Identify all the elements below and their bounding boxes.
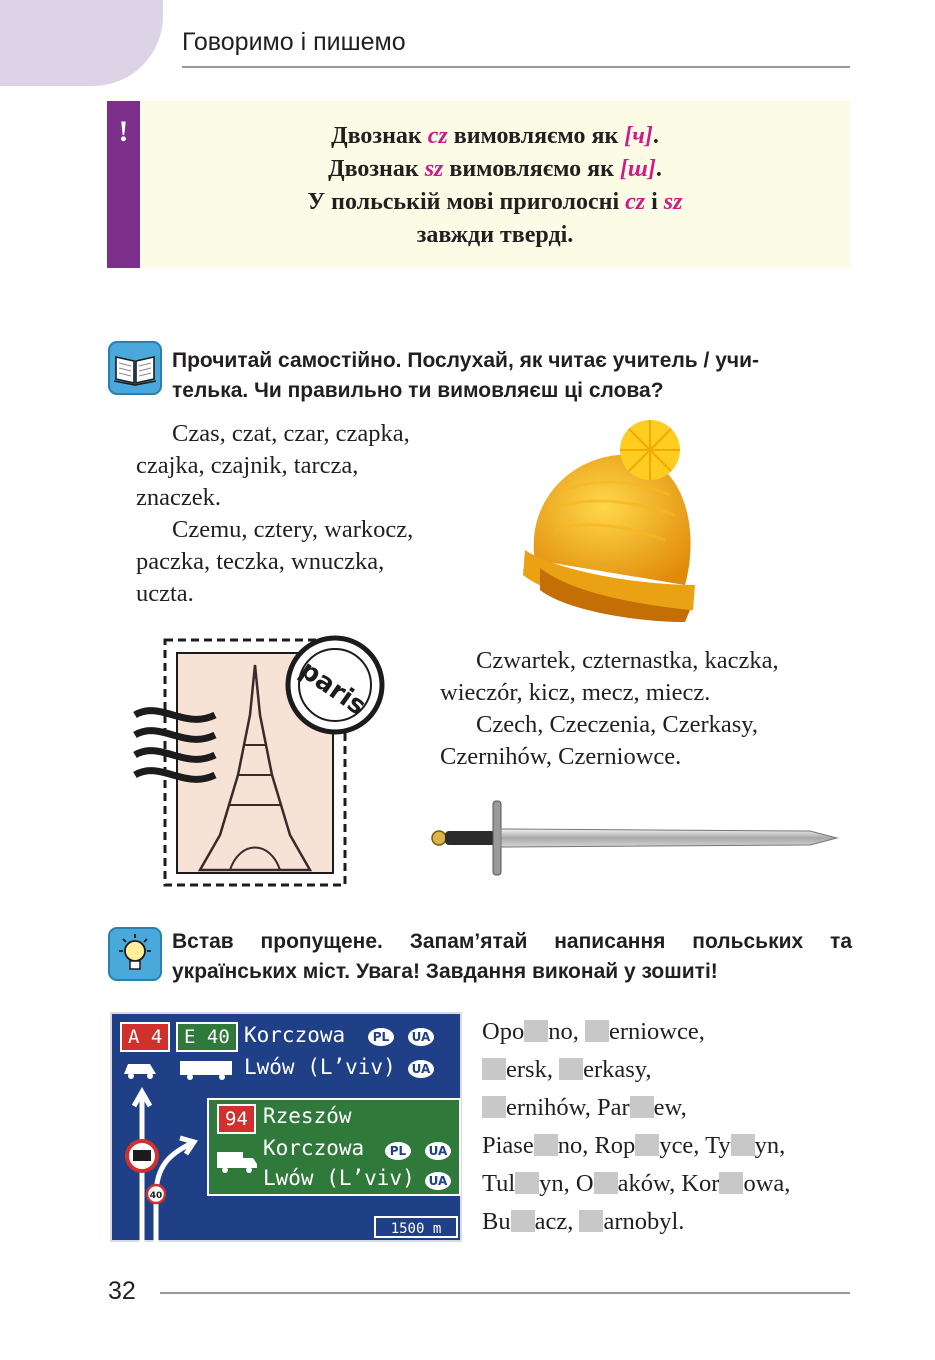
rule-text bbox=[140, 120, 850, 252]
city-names-with-gaps bbox=[482, 1013, 852, 1241]
sword-illustration bbox=[425, 795, 845, 880]
city-line: ernihów, Par ew, bbox=[482, 1089, 852, 1127]
book-icon bbox=[108, 341, 162, 395]
road-sign-illustration bbox=[110, 1012, 462, 1242]
sign-destination-4: Korczowa bbox=[263, 1136, 365, 1160]
speed-limit-text: 40 bbox=[149, 1191, 163, 1201]
sign-destination-1: Korczowa bbox=[244, 1023, 346, 1047]
word-list-2: Czwartek, czternastka, kaczka, wieczór, kicz, mecz, miecz. Czech, Czeczenia, Czerkasy, Czernihów, Czerniowce. bbox=[440, 645, 860, 773]
road-number-a4: A 4 bbox=[120, 1022, 170, 1052]
blank-gap bbox=[511, 1210, 535, 1232]
stamp-paris-text: paris bbox=[294, 654, 372, 722]
country-oval-ua: UA bbox=[425, 1142, 451, 1160]
task1-instruction: Прочитай самостійно. Послухай, як читає учитель / учи- телька. Чи правильно ти вимовляєш ці слова? bbox=[172, 349, 759, 402]
blank-gap bbox=[594, 1172, 618, 1194]
exclamation-icon: ! bbox=[118, 115, 129, 148]
blank-gap bbox=[585, 1020, 609, 1042]
blank-gap bbox=[630, 1096, 654, 1118]
knitted-hat-illustration bbox=[515, 410, 705, 625]
task2-instruction: Встав пропущене. Запам’ятай написання польських та українських міст. Увага! Завдання виконай у зошиті! bbox=[172, 930, 852, 983]
sound-sh: [ш] bbox=[619, 156, 656, 182]
city-line: Tul yn, O aków, Kor owa, bbox=[482, 1170, 791, 1197]
green-direction-panel bbox=[207, 1098, 461, 1196]
paragraph: Czas, czat, czar, czapka, bbox=[172, 420, 410, 447]
country-oval-pl: PL bbox=[368, 1028, 394, 1046]
rule-line-4: завжди тверді. bbox=[416, 222, 574, 248]
lightbulb-icon bbox=[108, 927, 162, 981]
section-title: Говоримо і пишемо bbox=[182, 28, 406, 56]
truck-icon bbox=[217, 1148, 257, 1174]
blank-gap bbox=[731, 1134, 755, 1156]
page-corner-tab bbox=[0, 0, 163, 86]
paris-postage-stamp-illustration bbox=[130, 625, 385, 897]
city-line: Piase no, Rop yce, Ty yn, bbox=[482, 1132, 786, 1159]
lane-arrows-icon bbox=[120, 1086, 200, 1242]
distance-plate: 1500 m bbox=[374, 1216, 458, 1238]
country-oval-ua: UA bbox=[408, 1028, 434, 1046]
paragraph: Czwartek, czternastka, kaczka, bbox=[476, 647, 779, 674]
blank-gap bbox=[534, 1134, 558, 1156]
blank-gap bbox=[482, 1096, 506, 1118]
rule-line-1: Двознак cz вимовляємо як [ч]. bbox=[331, 123, 659, 149]
blank-gap bbox=[524, 1020, 548, 1042]
blank-gap bbox=[559, 1058, 583, 1080]
blank-gap bbox=[515, 1172, 539, 1194]
rule-box bbox=[107, 101, 850, 268]
digraph-cz: cz bbox=[427, 123, 448, 149]
header-rule bbox=[182, 66, 850, 68]
paragraph: Czemu, cztery, warkocz, bbox=[172, 516, 414, 543]
page-number: 32 bbox=[108, 1277, 136, 1305]
rule-line-3: У польській мові приголосні cz і sz bbox=[307, 189, 683, 215]
road-number-e40: E 40 bbox=[176, 1022, 238, 1052]
paragraph: Czech, Czeczenia, Czerkasy, bbox=[476, 711, 759, 738]
country-oval-pl: PL bbox=[385, 1142, 411, 1160]
footer-rule bbox=[160, 1292, 850, 1294]
blank-gap bbox=[635, 1134, 659, 1156]
city-line: Opo no, erniowce, bbox=[482, 1018, 705, 1045]
car-and-bus-icon bbox=[120, 1056, 238, 1082]
sound-ch: [ч] bbox=[624, 123, 653, 149]
country-oval-ua: UA bbox=[425, 1172, 451, 1190]
sign-destination-5: Lwów (L’viv) bbox=[263, 1166, 415, 1190]
blank-gap bbox=[719, 1172, 743, 1194]
city-line: Bu acz, arnobyl. bbox=[482, 1208, 685, 1235]
country-oval-ua: UA bbox=[408, 1060, 434, 1078]
digraph-sz: sz bbox=[424, 156, 444, 182]
rule-line-2: Двознак sz вимовляємо як [ш]. bbox=[328, 156, 662, 182]
sign-destination-2: Lwów (L’viv) bbox=[244, 1055, 396, 1079]
rule-bar bbox=[107, 101, 140, 268]
city-line: ersk, erkasy, bbox=[482, 1051, 852, 1089]
blank-gap bbox=[482, 1058, 506, 1080]
sign-destination-3: Rzeszów bbox=[263, 1104, 352, 1128]
road-number-94: 94 bbox=[217, 1104, 256, 1134]
blank-gap bbox=[579, 1210, 603, 1232]
word-list-1: Czas, czat, czar, czapka, czajka, czajnik, tarcza, znaczek. Czemu, cztery, warkocz, paczka, teczka, wnuczka, uczta. bbox=[136, 418, 496, 610]
